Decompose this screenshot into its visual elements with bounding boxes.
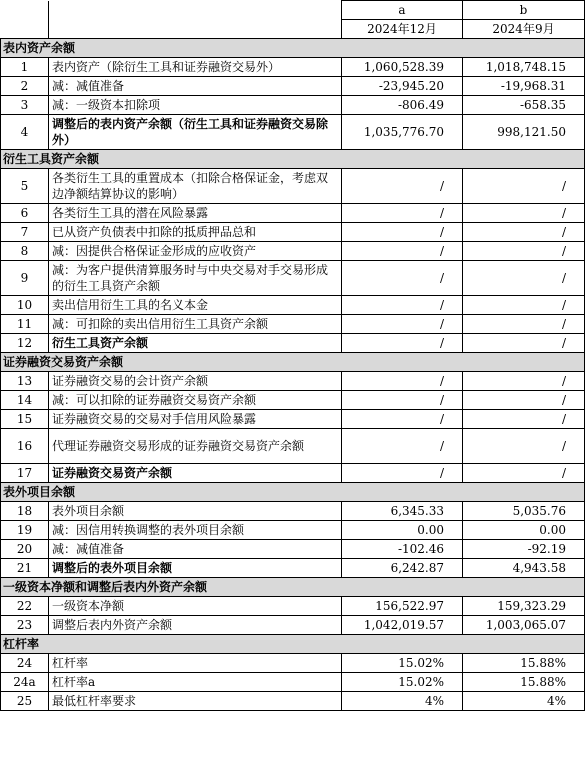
row-number: 5 xyxy=(1,169,49,204)
value-cell-b: -19,968.31 xyxy=(463,77,585,96)
value-cell-b: / xyxy=(463,464,585,483)
section-header-row xyxy=(1,150,585,169)
row-item-label: 已从资产负债表中扣除的抵质押品总和 xyxy=(49,223,342,242)
value-cell-a: 4% xyxy=(342,692,463,711)
value-cell-a: / xyxy=(342,334,463,353)
value-cell-b: / xyxy=(463,334,585,353)
row-number: 8 xyxy=(1,242,49,261)
row-number: 3 xyxy=(1,96,49,115)
value-cell-a: 15.02% xyxy=(342,673,463,692)
header-blank-cell xyxy=(1,20,49,39)
header-blank-cell xyxy=(49,20,342,39)
row-item-label: 证券融资交易的交易对手信用风险暴露 xyxy=(49,410,342,429)
value-cell-b: 4,943.58 xyxy=(463,559,585,578)
row-number: 23 xyxy=(1,616,49,635)
value-cell-b: -658.35 xyxy=(463,96,585,115)
row-number: 13 xyxy=(1,372,49,391)
value-cell-b: 15.88% xyxy=(463,654,585,673)
table-row xyxy=(1,429,585,464)
row-item-label: 卖出信用衍生工具的名义本金 xyxy=(49,296,342,315)
value-cell-b: 998,121.50 xyxy=(463,115,585,150)
table-row xyxy=(1,654,585,673)
row-item-label: 调整后表内外资产余额 xyxy=(49,616,342,635)
row-item-label: 最低杠杆率要求 xyxy=(49,692,342,711)
row-number: 12 xyxy=(1,334,49,353)
table-row xyxy=(1,391,585,410)
value-cell-a: 6,345.33 xyxy=(342,502,463,521)
column-a-header: a xyxy=(342,1,463,20)
row-item-label: 减：减值准备 xyxy=(49,540,342,559)
row-number: 17 xyxy=(1,464,49,483)
row-item-label: 调整后的表外项目余额 xyxy=(49,559,342,578)
section-header-row xyxy=(1,635,585,654)
value-cell-a: 1,060,528.39 xyxy=(342,58,463,77)
value-cell-a: / xyxy=(342,315,463,334)
header-row-periods xyxy=(1,20,585,39)
value-cell-a: / xyxy=(342,261,463,296)
row-item-label: 减：可以扣除的证券融资交易资产余额 xyxy=(49,391,342,410)
value-cell-a: / xyxy=(342,429,463,464)
row-number: 10 xyxy=(1,296,49,315)
row-number: 19 xyxy=(1,521,49,540)
row-number: 24 xyxy=(1,654,49,673)
value-cell-a: 1,042,019.57 xyxy=(342,616,463,635)
value-cell-a: / xyxy=(342,464,463,483)
section-title: 一级资本净额和调整后表内外资产余额 xyxy=(1,578,585,597)
row-item-label: 减：因提供合格保证金形成的应收资产 xyxy=(49,242,342,261)
table-row xyxy=(1,223,585,242)
section-header-row xyxy=(1,353,585,372)
row-item-label: 减：可扣除的卖出信用衍生工具资产余额 xyxy=(49,315,342,334)
value-cell-b: / xyxy=(463,429,585,464)
table-row xyxy=(1,334,585,353)
row-number: 11 xyxy=(1,315,49,334)
row-item-label: 衍生工具资产余额 xyxy=(49,334,342,353)
table-row xyxy=(1,204,585,223)
table-row xyxy=(1,597,585,616)
row-item-label: 减：因信用转换调整的表外项目余额 xyxy=(49,521,342,540)
row-item-label: 减：为客户提供清算服务时与中央交易对手交易形成的衍生工具资产余额 xyxy=(49,261,342,296)
section-title: 表外项目余额 xyxy=(1,483,585,502)
row-number: 20 xyxy=(1,540,49,559)
section-header-row xyxy=(1,578,585,597)
value-cell-b: 1,018,748.15 xyxy=(463,58,585,77)
value-cell-a: / xyxy=(342,242,463,261)
value-cell-b: 0.00 xyxy=(463,521,585,540)
value-cell-a: / xyxy=(342,223,463,242)
row-item-label: 杠杆率 xyxy=(49,654,342,673)
value-cell-b: 5,035.76 xyxy=(463,502,585,521)
table-body xyxy=(1,1,585,711)
table-row xyxy=(1,464,585,483)
row-item-label: 证券融资交易资产余额 xyxy=(49,464,342,483)
value-cell-a: -806.49 xyxy=(342,96,463,115)
value-cell-b: / xyxy=(463,223,585,242)
row-item-label: 表内资产（除衍生工具和证券融资交易外） xyxy=(49,58,342,77)
row-number: 1 xyxy=(1,58,49,77)
value-cell-b: 159,323.29 xyxy=(463,597,585,616)
row-number: 25 xyxy=(1,692,49,711)
value-cell-a: / xyxy=(342,410,463,429)
row-number: 15 xyxy=(1,410,49,429)
value-cell-a: -23,945.20 xyxy=(342,77,463,96)
table-row xyxy=(1,169,585,204)
value-cell-b: 4% xyxy=(463,692,585,711)
value-cell-a: 156,522.97 xyxy=(342,597,463,616)
row-item-label: 减：减值准备 xyxy=(49,77,342,96)
table-row xyxy=(1,521,585,540)
row-number: 22 xyxy=(1,597,49,616)
table-row xyxy=(1,559,585,578)
value-cell-b: / xyxy=(463,391,585,410)
value-cell-b: / xyxy=(463,169,585,204)
table-row xyxy=(1,77,585,96)
table-row xyxy=(1,261,585,296)
row-number: 14 xyxy=(1,391,49,410)
table-row xyxy=(1,372,585,391)
row-number: 9 xyxy=(1,261,49,296)
value-cell-a: / xyxy=(342,204,463,223)
row-number: 4 xyxy=(1,115,49,150)
row-item-label: 杠杆率a xyxy=(49,673,342,692)
value-cell-a: / xyxy=(342,296,463,315)
row-number: 7 xyxy=(1,223,49,242)
value-cell-a: 1,035,776.70 xyxy=(342,115,463,150)
table-row xyxy=(1,58,585,77)
table-row xyxy=(1,673,585,692)
section-header-row xyxy=(1,39,585,58)
row-item-label: 一级资本净额 xyxy=(49,597,342,616)
period-a-header: 2024年12月 xyxy=(342,20,463,39)
table-row xyxy=(1,296,585,315)
table-row xyxy=(1,410,585,429)
section-title: 杠杆率 xyxy=(1,635,585,654)
value-cell-a: 6,242.87 xyxy=(342,559,463,578)
row-item-label: 调整后的表内资产余额（衍生工具和证券融资交易除外） xyxy=(49,115,342,150)
row-item-label: 代理证券融资交易形成的证券融资交易资产余额 xyxy=(49,429,342,464)
row-number: 21 xyxy=(1,559,49,578)
value-cell-a: 15.02% xyxy=(342,654,463,673)
value-cell-b: / xyxy=(463,261,585,296)
row-item-label: 表外项目余额 xyxy=(49,502,342,521)
row-item-label: 减：一级资本扣除项 xyxy=(49,96,342,115)
table-row xyxy=(1,540,585,559)
row-number: 6 xyxy=(1,204,49,223)
value-cell-a: -102.46 xyxy=(342,540,463,559)
row-number: 24a xyxy=(1,673,49,692)
value-cell-b: -92.19 xyxy=(463,540,585,559)
value-cell-a: / xyxy=(342,391,463,410)
row-number: 16 xyxy=(1,429,49,464)
value-cell-b: / xyxy=(463,204,585,223)
value-cell-b: / xyxy=(463,242,585,261)
table-row xyxy=(1,616,585,635)
row-number: 18 xyxy=(1,502,49,521)
value-cell-a: / xyxy=(342,169,463,204)
value-cell-b: / xyxy=(463,315,585,334)
table-row xyxy=(1,315,585,334)
section-header-row xyxy=(1,483,585,502)
row-item-label: 各类衍生工具的重置成本（扣除合格保证金，考虑双边净额结算协议的影响） xyxy=(49,169,342,204)
column-b-header: b xyxy=(463,1,585,20)
value-cell-b: / xyxy=(463,296,585,315)
row-item-label: 各类衍生工具的潜在风险暴露 xyxy=(49,204,342,223)
value-cell-a: 0.00 xyxy=(342,521,463,540)
table-row xyxy=(1,502,585,521)
value-cell-b: / xyxy=(463,410,585,429)
table-row xyxy=(1,115,585,150)
table-row xyxy=(1,242,585,261)
header-blank-cell xyxy=(49,1,342,20)
value-cell-b: / xyxy=(463,372,585,391)
value-cell-b: 15.88% xyxy=(463,673,585,692)
row-item-label: 证券融资交易的会计资产余额 xyxy=(49,372,342,391)
value-cell-a: / xyxy=(342,372,463,391)
section-title: 证券融资交易资产余额 xyxy=(1,353,585,372)
value-cell-b: 1,003,065.07 xyxy=(463,616,585,635)
period-b-header: 2024年9月 xyxy=(463,20,585,39)
header-blank-cell xyxy=(1,1,49,20)
section-title: 衍生工具资产余额 xyxy=(1,150,585,169)
row-number: 2 xyxy=(1,77,49,96)
table-row xyxy=(1,96,585,115)
header-row-letters xyxy=(1,1,585,20)
table-row xyxy=(1,692,585,711)
section-title: 表内资产余额 xyxy=(1,39,585,58)
